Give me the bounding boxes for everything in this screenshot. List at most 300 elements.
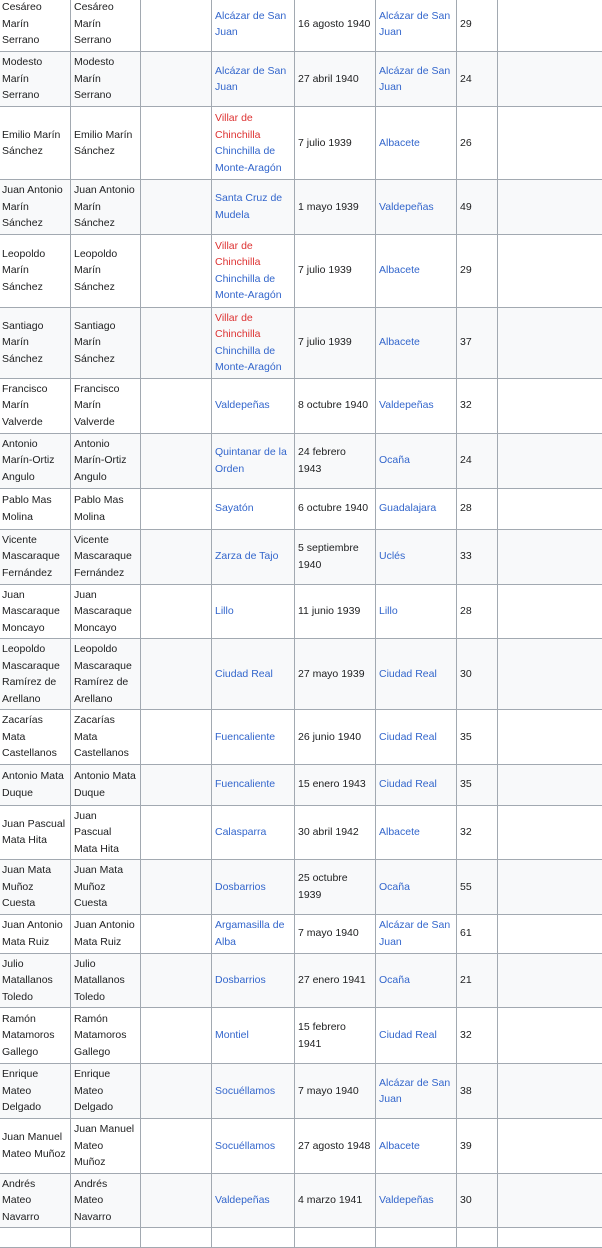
- date-cell: [295, 710, 376, 765]
- victim-sort-name: Zacarías Mata Castellanos: [74, 714, 129, 759]
- age-value: 32: [460, 399, 472, 411]
- birthplace-link[interactable]: Chinchilla de Monte-Aragón: [215, 271, 291, 304]
- age-value: 37: [460, 336, 472, 348]
- victim-sort-name: Juan Antonio Marín Sánchez: [74, 184, 135, 229]
- birthplace-link[interactable]: Valdepeñas: [215, 397, 291, 414]
- birthplace-cell: [212, 584, 295, 639]
- birthplace-cell: [212, 433, 295, 488]
- age-cell: [457, 805, 498, 860]
- birthplace-cell: [212, 529, 295, 584]
- empty-cell: [141, 584, 212, 639]
- empty-cell: [141, 953, 212, 1008]
- table-row: [0, 1008, 602, 1064]
- victim-name: Juan Manuel Mateo Muñoz: [2, 1131, 66, 1160]
- age-value: 35: [460, 731, 472, 743]
- victim-sort-name: Juan Pascual Mata Hita: [74, 810, 119, 855]
- name-cell: [0, 953, 71, 1008]
- sort-name-cell: [71, 710, 141, 765]
- name-cell: [0, 107, 71, 180]
- birthplace-link[interactable]: Quintanar de la Orden: [215, 444, 291, 477]
- name-cell: [0, 378, 71, 433]
- name-cell: [0, 1173, 71, 1228]
- table-row: [0, 529, 602, 584]
- death-place-link[interactable]: Alcázar de San Juan: [379, 919, 450, 948]
- sort-name-cell: [71, 953, 141, 1008]
- victim-sort-name: Santiago Marín Sánchez: [74, 320, 115, 365]
- death-place-link[interactable]: Ocaña: [379, 881, 410, 893]
- birthplace-link[interactable]: Zarza de Tajo: [215, 548, 291, 565]
- death-date: 27 mayo 1939: [298, 668, 365, 680]
- empty-cell: [498, 764, 602, 805]
- empty-cell: [498, 0, 602, 52]
- birthplace-redlink[interactable]: Villar de Chinchilla: [215, 110, 291, 143]
- sort-name-cell: [71, 0, 141, 52]
- victim-sort-name: Leopoldo Marín Sánchez: [74, 248, 117, 293]
- birthplace-cell: [212, 710, 295, 765]
- victim-sort-name: Juan Antonio Mata Ruiz: [74, 919, 135, 948]
- empty-cell: [498, 107, 602, 180]
- name-cell: [0, 764, 71, 805]
- death-place-cell: [376, 710, 457, 765]
- date-cell: [295, 1008, 376, 1064]
- empty-cell: [141, 0, 212, 52]
- table-row: [0, 488, 602, 529]
- empty-cell: [141, 52, 212, 107]
- empty-cell: [0, 1228, 71, 1248]
- death-place-link[interactable]: Valdepeñas: [379, 399, 434, 411]
- empty-cell: [141, 1119, 212, 1174]
- date-cell: [295, 307, 376, 378]
- death-place-cell: [376, 433, 457, 488]
- age-cell: [457, 0, 498, 52]
- victim-name: Enrique Mateo Delgado: [2, 1068, 41, 1113]
- death-place-link[interactable]: Guadalajara: [379, 502, 436, 514]
- empty-cell: [498, 710, 602, 765]
- sort-name-cell: [71, 180, 141, 235]
- table-row: [0, 107, 602, 180]
- age-cell: [457, 433, 498, 488]
- age-cell: [457, 710, 498, 765]
- victim-sort-name: Juan Manuel Mateo Muñoz: [74, 1123, 134, 1168]
- sort-name-cell: [71, 107, 141, 180]
- victim-name: Leopoldo Marín Sánchez: [2, 248, 45, 293]
- birthplace-link[interactable]: Fuencaliente: [215, 776, 291, 793]
- victim-name: Juan Mascaraque Moncayo: [2, 589, 60, 634]
- birthplace-cell: [212, 764, 295, 805]
- birthplace-link[interactable]: Dosbarrios: [215, 972, 291, 989]
- table-row: [0, 805, 602, 860]
- death-place-link[interactable]: Ciudad Real: [379, 668, 437, 680]
- death-date: 4 marzo 1941: [298, 1194, 362, 1206]
- table-row: [0, 433, 602, 488]
- age-value: 29: [460, 18, 472, 30]
- empty-cell: [498, 433, 602, 488]
- birthplace-cell: [212, 805, 295, 860]
- death-place-cell: [376, 52, 457, 107]
- sort-name-cell: [71, 1064, 141, 1119]
- empty-cell: [498, 1064, 602, 1119]
- table-row: [0, 52, 602, 107]
- date-cell: [295, 1064, 376, 1119]
- table-row: [0, 0, 602, 52]
- death-place-cell: [376, 953, 457, 1008]
- victim-sort-name: Francisco Marín Valverde: [74, 383, 120, 428]
- victim-sort-name: Juan Mata Muñoz Cuesta: [74, 864, 123, 909]
- death-place-link[interactable]: Valdepeñas: [379, 201, 434, 213]
- empty-cell: [498, 1173, 602, 1228]
- date-cell: [295, 180, 376, 235]
- age-value: 28: [460, 605, 472, 617]
- death-date: 1 mayo 1939: [298, 201, 359, 213]
- death-place-cell: [376, 180, 457, 235]
- death-place-cell: [376, 860, 457, 915]
- birthplace-redlink[interactable]: Villar de Chinchilla: [215, 310, 291, 343]
- death-date: 27 agosto 1948: [298, 1140, 370, 1152]
- sort-name-cell: [71, 307, 141, 378]
- birthplace-link[interactable]: Montiel: [215, 1027, 291, 1044]
- birthplace-link[interactable]: Fuencaliente: [215, 729, 291, 746]
- death-date: 7 julio 1939: [298, 137, 352, 149]
- empty-cell: [141, 307, 212, 378]
- table-row: [0, 764, 602, 805]
- death-date: 24 febrero 1943: [298, 446, 346, 475]
- victim-name: Pablo Mas Molina: [2, 494, 52, 523]
- victim-name: Leopoldo Mascaraque Ramírez de Arellano: [2, 643, 60, 705]
- date-cell: [295, 234, 376, 307]
- empty-cell: [141, 639, 212, 710]
- death-place-link[interactable]: Albacete: [379, 826, 420, 838]
- age-value: 30: [460, 1194, 472, 1206]
- name-cell: [0, 433, 71, 488]
- birthplace-cell: [212, 307, 295, 378]
- date-cell: [295, 529, 376, 584]
- empty-cell: [141, 433, 212, 488]
- death-place-cell: [376, 584, 457, 639]
- victim-sort-name: Vicente Mascaraque Fernández: [74, 534, 132, 579]
- birthplace-cell: [212, 953, 295, 1008]
- age-value: 49: [460, 201, 472, 213]
- victim-sort-name: Julio Matallanos Toledo: [74, 958, 125, 1003]
- empty-cell: [141, 180, 212, 235]
- birthplace-link[interactable]: Santa Cruz de Mudela: [215, 190, 291, 223]
- age-value: 24: [460, 73, 472, 85]
- victim-sort-name: Ramón Matamoros Gallego: [74, 1013, 127, 1058]
- victim-name: Juan Mata Muñoz Cuesta: [2, 864, 51, 909]
- sort-name-cell: [71, 488, 141, 529]
- death-place-cell: [376, 529, 457, 584]
- victim-sort-name: Antonio Mata Duque: [74, 770, 136, 799]
- empty-cell: [141, 1228, 212, 1248]
- empty-cell: [141, 1064, 212, 1119]
- victim-sort-name: Enrique Mateo Delgado: [74, 1068, 113, 1113]
- sort-name-cell: [71, 805, 141, 860]
- death-place-cell: [376, 378, 457, 433]
- age-value: 28: [460, 502, 472, 514]
- victim-sort-name: Pablo Mas Molina: [74, 494, 124, 523]
- name-cell: [0, 1119, 71, 1174]
- table-row: [0, 953, 602, 1008]
- empty-cell: [498, 805, 602, 860]
- death-date: 7 julio 1939: [298, 336, 352, 348]
- name-cell: [0, 860, 71, 915]
- victim-name: Juan Pascual Mata Hita: [2, 818, 65, 847]
- age-cell: [457, 1173, 498, 1228]
- age-cell: [457, 639, 498, 710]
- date-cell: [295, 584, 376, 639]
- name-cell: [0, 584, 71, 639]
- victim-sort-name: Juan Mascaraque Moncayo: [74, 589, 132, 634]
- birthplace-cell: [212, 1119, 295, 1174]
- death-date: 7 mayo 1940: [298, 927, 359, 939]
- name-cell: [0, 307, 71, 378]
- death-date: 11 junio 1939: [298, 605, 360, 617]
- victim-name: Cesáreo Marín Serrano: [2, 1, 42, 46]
- age-cell: [457, 307, 498, 378]
- empty-cell: [498, 529, 602, 584]
- death-place-link[interactable]: Ciudad Real: [379, 778, 437, 790]
- death-date: 15 febrero 1941: [298, 1021, 346, 1050]
- birthplace-redlink[interactable]: Villar de Chinchilla: [215, 238, 291, 271]
- birthplace-link[interactable]: Alcázar de San Juan: [215, 8, 291, 41]
- death-place-link[interactable]: Lillo: [379, 605, 398, 617]
- birthplace-cell: [212, 1008, 295, 1064]
- empty-cell: [141, 488, 212, 529]
- age-cell: [457, 488, 498, 529]
- death-place-link[interactable]: Ocaña: [379, 454, 410, 466]
- table-row: [0, 307, 602, 378]
- death-place-cell: [376, 234, 457, 307]
- death-place-cell: [376, 639, 457, 710]
- date-cell: [295, 1173, 376, 1228]
- sort-name-cell: [71, 433, 141, 488]
- empty-cell: [141, 710, 212, 765]
- victim-sort-name: Antonio Marín-Ortiz Angulo: [74, 438, 127, 483]
- birthplace-link[interactable]: Argamasilla de Alba: [215, 917, 291, 950]
- death-place-cell: [376, 1064, 457, 1119]
- date-cell: [295, 860, 376, 915]
- death-place-link[interactable]: Albacete: [379, 137, 420, 149]
- death-date: 7 julio 1939: [298, 264, 352, 276]
- birthplace-link[interactable]: Alcázar de San Juan: [215, 63, 291, 96]
- death-date: 27 enero 1941: [298, 974, 366, 986]
- birthplace-link[interactable]: Socuéllamos: [215, 1083, 291, 1100]
- victim-name: Ramón Matamoros Gallego: [2, 1013, 55, 1058]
- empty-cell: [498, 307, 602, 378]
- death-place-cell: [376, 1173, 457, 1228]
- empty-cell: [141, 1008, 212, 1064]
- empty-cell: [457, 1228, 498, 1248]
- death-date: 25 octubre 1939: [298, 872, 348, 901]
- age-value: 30: [460, 668, 472, 680]
- death-place-link[interactable]: Ciudad Real: [379, 731, 437, 743]
- date-cell: [295, 0, 376, 52]
- table-row: [0, 180, 602, 235]
- empty-cell: [141, 107, 212, 180]
- empty-cell: [498, 52, 602, 107]
- age-value: 32: [460, 826, 472, 838]
- victim-name: Francisco Marín Valverde: [2, 383, 48, 428]
- victim-name: Juan Antonio Mata Ruiz: [2, 919, 63, 948]
- age-value: 32: [460, 1029, 472, 1041]
- date-cell: [295, 639, 376, 710]
- table-row: [0, 234, 602, 307]
- sort-name-cell: [71, 1173, 141, 1228]
- name-cell: [0, 639, 71, 710]
- death-date: 26 junio 1940: [298, 731, 361, 743]
- age-cell: [457, 764, 498, 805]
- victim-name: Andrés Mateo Navarro: [2, 1178, 39, 1223]
- table-row: [0, 378, 602, 433]
- empty-cell: [498, 914, 602, 953]
- date-cell: [295, 52, 376, 107]
- death-date: 7 mayo 1940: [298, 1085, 359, 1097]
- death-date: 15 enero 1943: [298, 778, 366, 790]
- victim-sort-name: Andrés Mateo Navarro: [74, 1178, 111, 1223]
- death-place-link[interactable]: Alcázar de San Juan: [379, 65, 450, 94]
- age-cell: [457, 914, 498, 953]
- victim-name: Antonio Marín-Ortiz Angulo: [2, 438, 55, 483]
- victim-sort-name: Cesáreo Marín Serrano: [74, 1, 114, 46]
- death-place-link[interactable]: Ciudad Real: [379, 1029, 437, 1041]
- empty-cell: [498, 234, 602, 307]
- empty-cell: [498, 1008, 602, 1064]
- table-row: [0, 1228, 602, 1248]
- death-place-link[interactable]: Uclés: [379, 550, 405, 562]
- name-cell: [0, 180, 71, 235]
- age-cell: [457, 1008, 498, 1064]
- empty-cell: [141, 764, 212, 805]
- name-cell: [0, 914, 71, 953]
- empty-cell: [498, 860, 602, 915]
- birthplace-link[interactable]: Sayatón: [215, 500, 291, 517]
- death-place-link[interactable]: Albacete: [379, 264, 420, 276]
- death-place-cell: [376, 764, 457, 805]
- victim-sort-name: Leopoldo Mascaraque Ramírez de Arellano: [74, 643, 132, 705]
- death-place-cell: [376, 805, 457, 860]
- table-row: [0, 1064, 602, 1119]
- empty-cell: [498, 584, 602, 639]
- birthplace-link[interactable]: Chinchilla de Monte-Aragón: [215, 143, 291, 176]
- name-cell: [0, 1064, 71, 1119]
- name-cell: [0, 710, 71, 765]
- death-place-cell: [376, 107, 457, 180]
- empty-cell: [141, 1173, 212, 1228]
- victim-name: Julio Matallanos Toledo: [2, 958, 53, 1003]
- birthplace-link[interactable]: Lillo: [215, 603, 291, 620]
- age-value: 33: [460, 550, 472, 562]
- date-cell: [295, 764, 376, 805]
- age-value: 38: [460, 1085, 472, 1097]
- empty-cell: [498, 953, 602, 1008]
- empty-cell: [498, 1228, 602, 1248]
- date-cell: [295, 488, 376, 529]
- death-date: 16 agosto 1940: [298, 18, 370, 30]
- death-place-link[interactable]: Alcázar de San Juan: [379, 1077, 450, 1106]
- birthplace-cell: [212, 378, 295, 433]
- empty-cell: [295, 1228, 376, 1248]
- table-row: [0, 914, 602, 953]
- victim-sort-name: Emilio Marín Sánchez: [74, 129, 132, 158]
- empty-cell: [141, 234, 212, 307]
- birthplace-link[interactable]: Socuéllamos: [215, 1138, 291, 1155]
- table-row: [0, 584, 602, 639]
- age-cell: [457, 52, 498, 107]
- death-place-cell: [376, 0, 457, 52]
- table-row: [0, 710, 602, 765]
- victim-name: Modesto Marín Serrano: [2, 56, 42, 101]
- age-cell: [457, 180, 498, 235]
- date-cell: [295, 378, 376, 433]
- age-cell: [457, 860, 498, 915]
- death-date: 5 septiembre 1940: [298, 542, 359, 571]
- death-place-link[interactable]: Alcázar de San Juan: [379, 10, 450, 39]
- death-place-cell: [376, 1119, 457, 1174]
- birthplace-cell: [212, 0, 295, 52]
- sort-name-cell: [71, 584, 141, 639]
- birthplace-link[interactable]: Valdepeñas: [215, 1192, 291, 1209]
- name-cell: [0, 52, 71, 107]
- birthplace-cell: [212, 914, 295, 953]
- sort-name-cell: [71, 639, 141, 710]
- death-place-link[interactable]: Albacete: [379, 1140, 420, 1152]
- date-cell: [295, 1119, 376, 1174]
- name-cell: [0, 805, 71, 860]
- birthplace-cell: [212, 1173, 295, 1228]
- age-cell: [457, 953, 498, 1008]
- birthplace-cell: [212, 488, 295, 529]
- birthplace-cell: [212, 234, 295, 307]
- age-cell: [457, 1119, 498, 1174]
- age-value: 24: [460, 454, 472, 466]
- empty-cell: [141, 860, 212, 915]
- victim-sort-name: Modesto Marín Serrano: [74, 56, 114, 101]
- table-row: [0, 1173, 602, 1228]
- sort-name-cell: [71, 1008, 141, 1064]
- empty-cell: [141, 914, 212, 953]
- age-cell: [457, 529, 498, 584]
- birthplace-cell: [212, 639, 295, 710]
- death-place-link[interactable]: Valdepeñas: [379, 1194, 434, 1206]
- victim-name: Vicente Mascaraque Fernández: [2, 534, 60, 579]
- empty-cell: [141, 805, 212, 860]
- empty-cell: [212, 1228, 295, 1248]
- birthplace-link[interactable]: Calasparra: [215, 824, 291, 841]
- sort-name-cell: [71, 378, 141, 433]
- date-cell: [295, 914, 376, 953]
- table-row: [0, 1119, 602, 1174]
- empty-cell: [498, 1119, 602, 1174]
- table-row: [0, 639, 602, 710]
- victim-name: Zacarías Mata Castellanos: [2, 714, 57, 759]
- empty-cell: [498, 180, 602, 235]
- empty-cell: [498, 639, 602, 710]
- empty-cell: [498, 488, 602, 529]
- age-value: 26: [460, 137, 472, 149]
- birthplace-link[interactable]: Dosbarrios: [215, 879, 291, 896]
- death-place-link[interactable]: Albacete: [379, 336, 420, 348]
- birthplace-link[interactable]: Chinchilla de Monte-Aragón: [215, 343, 291, 376]
- death-place-link[interactable]: Ocaña: [379, 974, 410, 986]
- empty-cell: [141, 378, 212, 433]
- birthplace-link[interactable]: Ciudad Real: [215, 666, 291, 683]
- birthplace-cell: [212, 52, 295, 107]
- birthplace-cell: [212, 860, 295, 915]
- name-cell: [0, 0, 71, 52]
- name-cell: [0, 234, 71, 307]
- empty-cell: [376, 1228, 457, 1248]
- death-place-cell: [376, 1008, 457, 1064]
- death-place-cell: [376, 307, 457, 378]
